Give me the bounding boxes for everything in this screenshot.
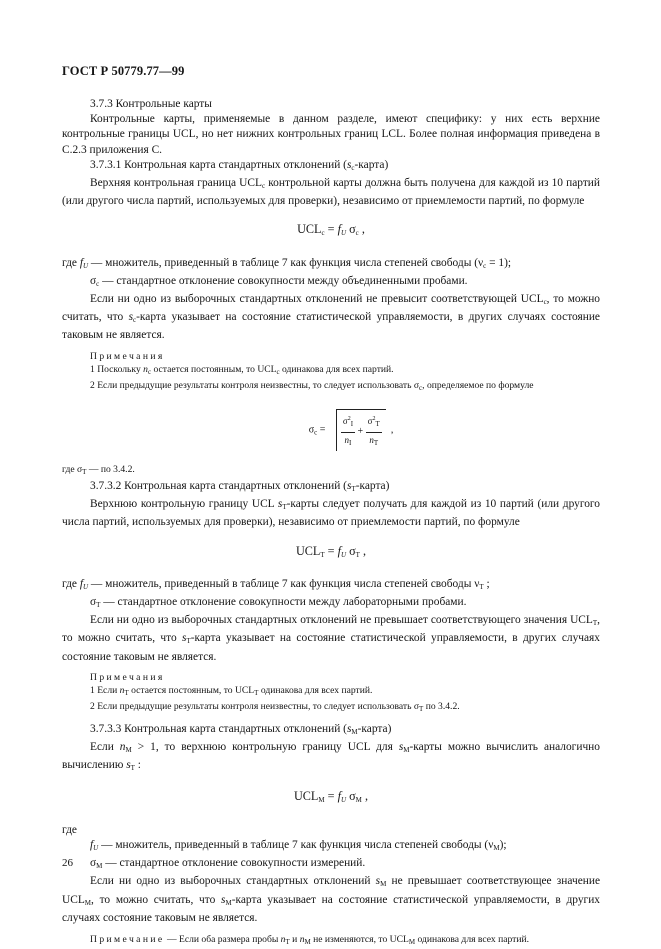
section-3-7-3-2-conclusion: Если ни одно из выборочных стандартных отклонений не превышает соответствующего значения $UCL_T$, то можно считать, что $s_T$-карта указывает на состояние статистической управляемости, в других случаях состояние таковым не является. — [62, 614, 600, 663]
where-fu-3731: где $f_U$ — множитель, приведенный в таблице 7 как функция числа степеней свободы $(\nu_c = 1)$; — [62, 256, 512, 270]
section-3-7-3-1-conclusion: Если ни одно из выборочных стандартных отклонений не превысит соответствующей $UCL_c$, то можно считать, что $s_c$-карта указывает на состояние статистической управляемости, в других случаях состояние таковым не является. — [62, 293, 600, 342]
notes-title-3732: Примечания — [90, 671, 165, 683]
note-1-3731: 1 Поскольку $n_c$ остается постоянным, то $UCL_c$ одинакова для всех партий. — [90, 363, 394, 376]
note-2-3731: 2 Если предыдущие результаты контроля неизвестны, то следует использовать $\sigma_c$, определяемое по формуле — [90, 379, 534, 392]
document-body — [62, 97, 600, 949]
section-3-7-3-heading: 3.7.3 Контрольные карты — [90, 98, 212, 110]
section-3-7-3-text: Контрольные карты, применяемые в данном разделе, имеют специфику: у них есть верхние контрольные границы UCL, но нет нижних контрольных границ LCL. Более полная информация приведена в С.2.3 приложения С. — [62, 113, 600, 156]
section-3-7-3-1-heading: 3.7.3.1 Контрольная карта стандартных отклонений $(s_c-карта)$ — [90, 158, 389, 172]
note-1-3732: 1 Если $n_T$ остается постоянным, то $UCL_T$ одинакова для всех партий. — [90, 684, 373, 697]
section-3-7-3-3-conclusion: Если ни одно из выборочных стандартных отклонений $s_M$ не превышает соответствующее значение $UCL_M$, то можно считать, что $s_M$-карта указывает на состояние статистической управляемости, в других случаях состояние таковым не является. — [62, 875, 601, 924]
section-3-7-3-3-text: Если $n_M > 1$, то верхнюю контрольную границу UCL для $s_M$-карты можно вычислить аналогично вычислению $s_T$ : — [62, 741, 600, 773]
note-2-3732: 2 Если предыдущие результаты контроля неизвестны, то следует использовать $\sigma_T$ по 3.4.2. — [90, 700, 460, 713]
section-3-7-3-1-text: Верхняя контрольная граница $UCL_c$ контрольной карты должна быть получена для каждой из 10 партий (или другого числа партий, используемых для проверки), независимо от приемлемости партий, по формуле — [62, 177, 600, 208]
formula-ucl-t: $UCL_T = f_U$ $\sigma_T$ , — [295, 543, 367, 559]
formula-sigma-c: $\sigma_c$ = $\frac{\sigma^2_I}{n_I}$ + $\frac{\sigma^2_T}{n_T}$ , — [102, 409, 600, 451]
where-fu-3733: $f_U$ — множитель, приведенный в таблице 7 как функция числа степеней свободы $(\nu_M)$; — [90, 838, 507, 852]
section-3-7-3-2-text: Верхнюю контрольную границу UCL $s_T$-карты следует получать для каждой из 10 партий (или другого числа партий, используемых для проверки), независимо от приемлемости партий, по формуле — [62, 498, 600, 529]
where-sigma-t: $\sigma_T$ — стандартное отклонение совокупности между лабораторными пробами. — [90, 596, 467, 610]
page-number: 26 — [62, 857, 73, 869]
formula-ucl-m: $UCL_M = f_U$ $\sigma_M$ , — [294, 789, 368, 805]
formula-ucl-c: $UCL_c = f_U$ $\sigma_c$ , — [297, 222, 365, 238]
where-sigma-m: $\sigma_M$ — стандартное отклонение совокупности измерений. — [90, 857, 366, 871]
section-3-7-3-2-heading: 3.7.3.2 Контрольная карта стандартных отклонений $(s_T-карта)$ — [90, 480, 390, 494]
note-where-3731: где $\sigma_T$ — по 3.4.2. — [62, 464, 135, 477]
where-sigma-c: $\sigma_c$ — стандартное отклонение совокупности между объединенными пробами. — [90, 274, 468, 288]
document-header: ГОСТ Р 50779.77—99 — [62, 64, 185, 78]
section-3-7-3-3-heading: 3.7.3.3 Контрольная карта стандартных отклонений $(s_M-карта)$ — [90, 722, 392, 736]
where-label-3733: где — [62, 823, 77, 836]
where-fu-3732: где $f_U$ — множитель, приведенный в таблице 7 как функция числа степеней свободы $\nu_T$ ; — [62, 577, 490, 591]
note-3733: Примечание — Если оба размера пробы $n_T$ и $n_M$ не изменяются, то $UCL_M$ одинакова для всех партий. — [90, 933, 530, 946]
notes-title-3731: Примечания — [90, 350, 165, 362]
